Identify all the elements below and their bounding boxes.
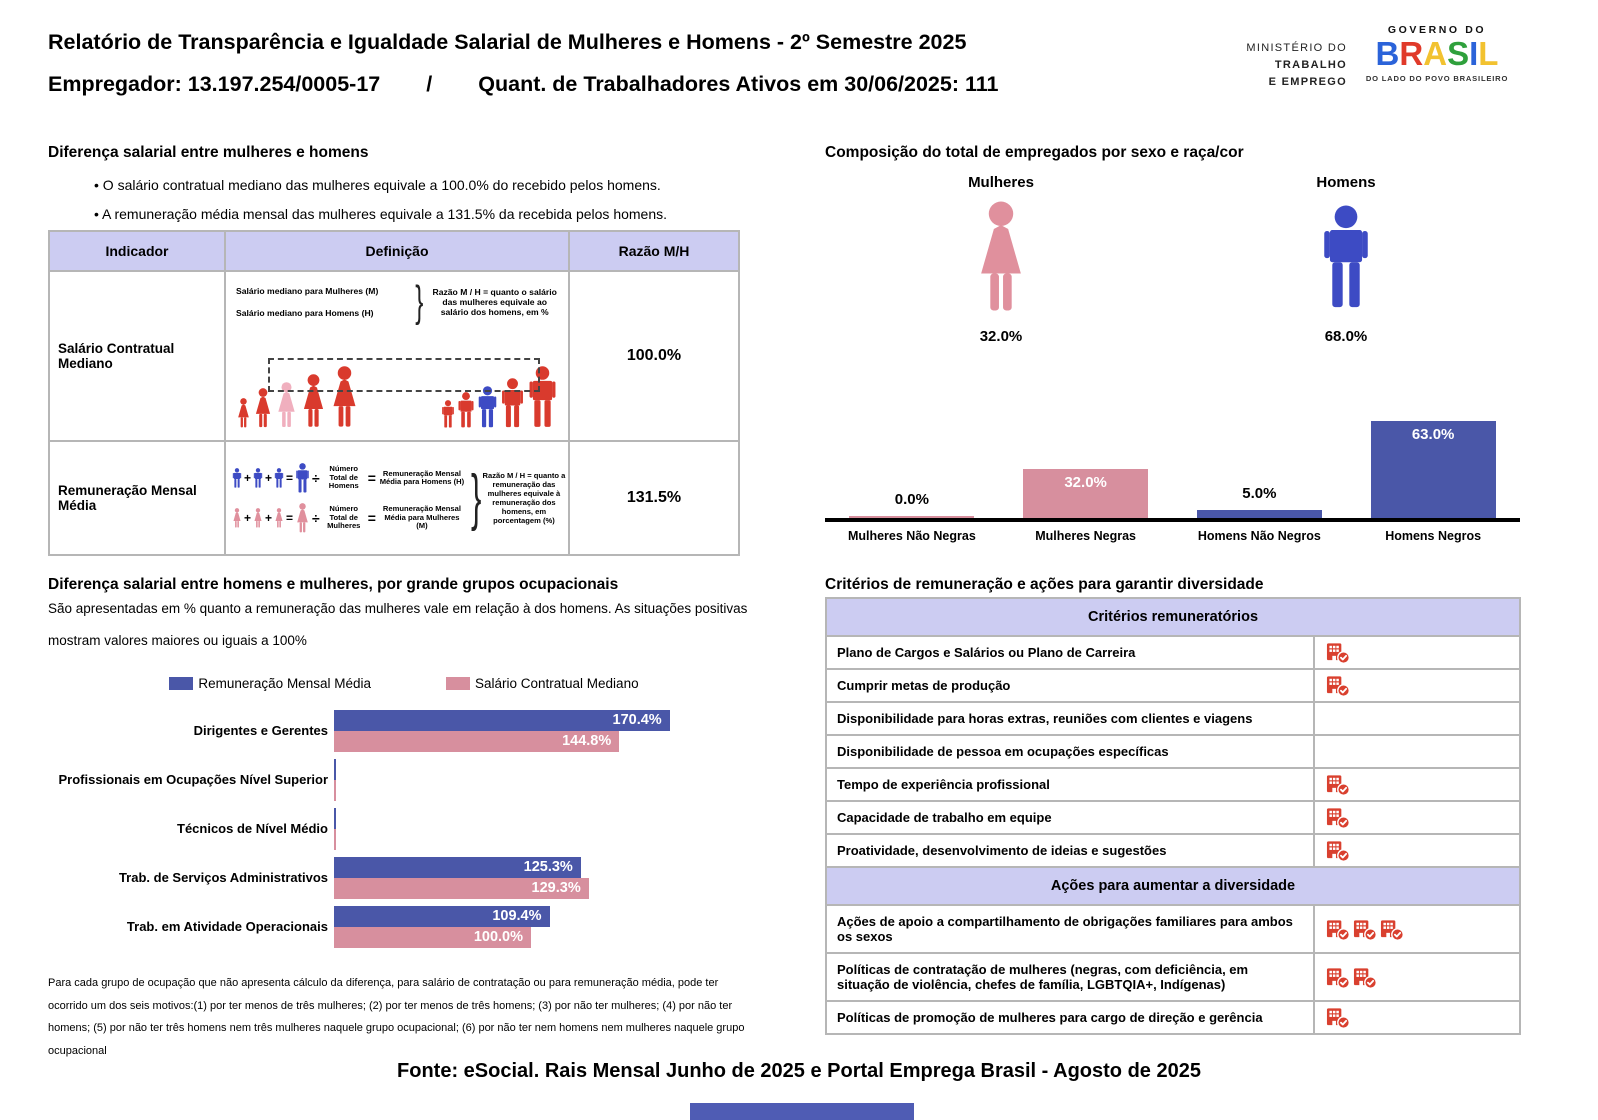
governo-do-label: GOVERNO DO [1387,24,1487,36]
bar-value-label: 144.8% [562,732,612,749]
occupational-bar-media [334,710,670,731]
bar-value-label: 109.4% [492,907,542,924]
women-percent: 32.0% [979,328,1023,345]
woman-icon [274,508,284,528]
x-axis-line [825,518,1520,522]
occupational-bar-mediano [334,878,589,899]
occupational-bar-media [334,857,581,878]
brasil-letter: B [1375,35,1400,72]
occupational-bar-mediano [334,780,336,801]
bar-category-label: Homens Negros [1385,529,1482,543]
building-check-icon [1325,1006,1350,1029]
report-subtitle [48,72,998,97]
building-check-icon [1325,674,1350,697]
criteria-label: Capacidade de trabalho em equipe [827,802,1315,833]
salary-diff-bullet-2: • A remuneração média mensal das mulheres equivale a 131.5% da recebida pelos homens. [94,206,668,222]
occupational-title: Diferença salarial entre homens e mulheres, por grande grupos ocupacionais [48,576,619,593]
occupational-group-label: Profissionais em Ocupações Nível Superior [58,772,328,787]
woman-icon [253,388,273,428]
criteria-status-icons [1315,802,1519,833]
criteria-row [827,670,1519,703]
occupational-bar-mediano [334,927,531,948]
occupational-footnote: Para cada grupo de ocupação que não apresenta cálculo da diferença, para salário de contratação ou para remuneração média, pode ter ocorrido um dos seis motivos:(1) por ter menos de três mulheres; (2) por ter menos de três homens; (3) por não ter mulheres; (4) por não ter homens; (5) por não ter três homens nem três mulheres naquele grupo ocupacional; (6) por não ter nem homens nem mulheres naquele grupo ocupacional [48,977,745,1057]
occupational-subtitle-2: mostram valores maiores ou iguais a 100% [48,633,307,648]
criteria-label: Tempo de experiência profissional [827,769,1315,800]
man-icon [1320,197,1372,317]
result-label: Remuneração Mensal Média para Mulheres (M) [382,504,461,531]
brasil-logo-wordmark [1358,36,1516,72]
criteria-label: Proatividade, desenvolvimento de ideias e sugestões [827,835,1315,866]
criteria-status-icons [1315,954,1519,1000]
man-icon [295,463,310,493]
criteria-label: Disponibilidade para horas extras, reuniões com clientes e viagens [827,703,1315,734]
row2-ratio-value: 131.5% [569,441,739,555]
row2-indicator: Remuneração Mensal Média [49,441,225,555]
occupational-bar-media [334,808,336,829]
occupational-group-row [48,706,760,755]
salary-indicator-table [48,230,740,556]
criteria-label: Cumprir metas de produção [827,670,1315,701]
men-percent: 68.0% [1324,328,1368,345]
composition-bar [849,516,974,518]
brace-glyph: } [470,463,482,532]
next-page-header-sliver [690,1103,914,1120]
occupational-group-label: Trab. de Serviços Administrativos [118,870,328,885]
criteria-row [827,835,1519,868]
criteria-status-icons [1315,906,1519,952]
composition-bar-slot [1173,398,1347,518]
col-header-indicador: Indicador [49,231,225,271]
legend-label-mediano: Salário Contratual Mediano [474,676,639,691]
criteria-row [827,769,1519,802]
result-label: Remuneração Mensal Média para Homens (H) [379,468,465,486]
people-comparison-illustration [236,362,558,428]
criteria-status-icons [1315,736,1519,767]
ministry-line-3: E EMPREGO [1268,76,1347,88]
separator: / [426,72,433,96]
criteria-label: Plano de Cargos e Salários ou Plano de Carreira [827,637,1315,668]
occupational-bar-media [334,906,550,927]
criteria-label: Disponibilidade de pessoa em ocupações específicas [827,736,1315,767]
men-composition-column [1281,174,1411,345]
bar-category-label: Homens Não Negros [1197,529,1321,543]
composition-bar [1197,510,1322,518]
row1-ratio-explanation: Razão M / H = quanto o salário das mulheres equivale ao salário dos homens, em % [432,287,557,317]
source-footer: Fonte: eSocial. Rais Mensal Junho de 2025 e Portal Emprega Brasil - Agosto de 2025 [397,1060,1201,1082]
woman-icon [253,508,263,528]
occupational-group-label: Técnicos de Nível Médio [177,821,328,836]
report-title: Relatório de Transparência e Igualdade Salarial de Mulheres e Homens - 2º Semestre 2025 [48,30,967,54]
women-composition-column [936,174,1066,345]
ministry-line-2: TRABALHO [1274,59,1347,71]
criteria-row [827,1002,1519,1033]
building-check-icon [1325,839,1350,862]
salary-diff-title: Diferença salarial entre mulheres e homens [48,144,369,161]
active-workers-count: Quant. de Trabalhadores Ativos em 30/06/2025: 111 [478,72,999,96]
composition-bar-slot [999,398,1173,518]
woman-icon [236,398,251,428]
median-women-label: Salário mediano para Mulheres (M) [236,286,379,296]
women-label: Mulheres [968,174,1034,191]
criteria-row [827,906,1519,954]
criteria-section-header: Ações para aumentar a diversidade [827,868,1519,906]
criteria-status-icons [1315,769,1519,800]
building-check-icon [1325,806,1350,829]
building-check-icon [1325,918,1350,941]
legend-label-media: Remuneração Mensal Média [198,676,371,691]
chart-legend [48,676,760,691]
row1-definition [225,271,569,441]
bar-category-label: Mulheres Não Negras [847,529,976,543]
row2-definition [225,441,569,555]
composition-bar [1371,421,1496,518]
criteria-section-header: Critérios remuneratórios [827,599,1519,637]
man-icon [457,392,475,428]
brasil-letter: R [1399,35,1424,72]
divisor-label: Número Total de Homens [328,464,359,491]
gov-tagline: DO LADO DO POVO BRASILEIRO [1365,74,1509,83]
man-icon [232,468,242,488]
criteria-status-icons [1315,637,1519,668]
legend-swatch-blue [169,677,193,690]
woman-icon [295,503,310,533]
building-check-icon [1352,918,1377,941]
man-icon [253,468,263,488]
occupational-bar-chart [48,706,760,951]
occupational-group-row [48,902,760,951]
median-salary-labels [236,286,408,318]
woman-icon [232,508,242,528]
composition-bar [1023,469,1148,518]
occupational-group-label: Dirigentes e Gerentes [193,723,328,738]
bar-category-label: Mulheres Negras [1035,529,1136,543]
criteria-status-icons [1315,670,1519,701]
col-header-definicao: Definição [225,231,569,271]
criteria-title: Critérios de remuneração e ações para garantir diversidade [825,576,1264,593]
woman-icon [973,197,1029,317]
composition-bar-slot [825,398,999,518]
average-remuneration-equations [232,463,466,533]
bar-value-label: 129.3% [531,879,581,896]
bar-value-label: 100.0% [473,928,523,945]
criteria-status-icons [1315,1002,1519,1033]
bar-value-label: 32.0% [1064,473,1107,491]
brasil-letter: S [1447,35,1470,72]
man-icon [274,468,284,488]
occupational-bar-mediano [334,731,619,752]
building-check-icon [1352,966,1377,989]
col-header-razao: Razão M/H [569,231,739,271]
man-icon [477,386,498,428]
criteria-status-icons [1315,835,1519,866]
building-check-icon [1325,773,1350,796]
median-dashed-connector [268,358,540,392]
ministry-wordmark [1222,40,1347,91]
brasil-letter: I [1469,35,1479,72]
bar-value-label: 63.0% [1411,425,1455,443]
composition-bar-chart [825,398,1520,543]
average-equation: + + = ÷ Número Total de Mulheres = Remuneração Mensal Média para Mulheres (M) [232,503,466,533]
brasil-letter: L [1478,35,1499,72]
bar-value-label: 125.3% [523,858,573,875]
bar-value-label: 170.4% [612,711,662,728]
legend-item-media [169,676,371,691]
men-label: Homens [1316,174,1376,191]
occupational-group-row [48,755,760,804]
brasil-government-logo [1358,24,1516,83]
criteria-label: Políticas de promoção de mulheres para cargo de direção e gerência [827,1002,1315,1033]
building-check-icon [1325,966,1350,989]
average-equation: + + = ÷ Número Total de Homens = Remuneração Mensal Média para Homens (H) [232,463,466,493]
employer-id: Empregador: 13.197.254/0005-17 [48,72,381,96]
median-men-label: Salário mediano para Homens (H) [236,308,374,318]
criteria-label: Ações de apoio a compartilhamento de obrigações familiares para ambos os sexos [827,906,1315,952]
criteria-row [827,703,1519,736]
divisor-label: Número Total de Mulheres [327,504,361,531]
man-icon [441,400,455,428]
occupational-group-label: Trab. em Atividade Operacionais [126,919,328,934]
criteria-row [827,736,1519,769]
criteria-row [827,954,1519,1002]
criteria-row [827,802,1519,835]
bar-value-label: 5.0% [1242,485,1277,503]
building-check-icon [1379,918,1404,941]
criteria-table [825,597,1521,1035]
bar-value-label: 0.0% [894,491,929,508]
occupational-subtitle-1: São apresentadas em % quanto a remuneração das mulheres vale em relação à dos homens. As situações positivas [48,601,748,616]
criteria-label: Políticas de contratação de mulheres (negras, com deficiência, em situação de violência, chefes de família, LGBTQIA+, Indígenas) [827,954,1315,1000]
legend-item-mediano [446,676,639,691]
criteria-row [827,637,1519,670]
composition-title: Composição do total de empregados por sexo e raça/cor [825,144,1244,161]
row1-indicator: Salário Contratual Mediano [49,271,225,441]
salary-diff-bullet-1: • O salário contratual mediano das mulheres equivale a 100.0% do recebido pelos homens. [94,177,661,193]
brasil-letter: A [1423,35,1448,72]
occupational-bar-mediano [334,829,336,850]
row2-ratio-explanation: Razão M / H = quanto a remuneração das mulheres equivale à remuneração dos homens, em porcentagem (%) [482,471,566,525]
criteria-status-icons [1315,703,1519,734]
building-check-icon [1325,641,1350,664]
row1-ratio-value: 100.0% [569,271,739,441]
occupational-group-row [48,853,760,902]
occupational-bar-media [334,759,336,780]
occupational-group-row [48,804,760,853]
composition-bar-slot [1346,398,1520,518]
brace-glyph: } [415,277,424,326]
legend-swatch-pink [446,677,470,690]
ministry-line-1: MINISTÉRIO DO [1246,42,1347,54]
